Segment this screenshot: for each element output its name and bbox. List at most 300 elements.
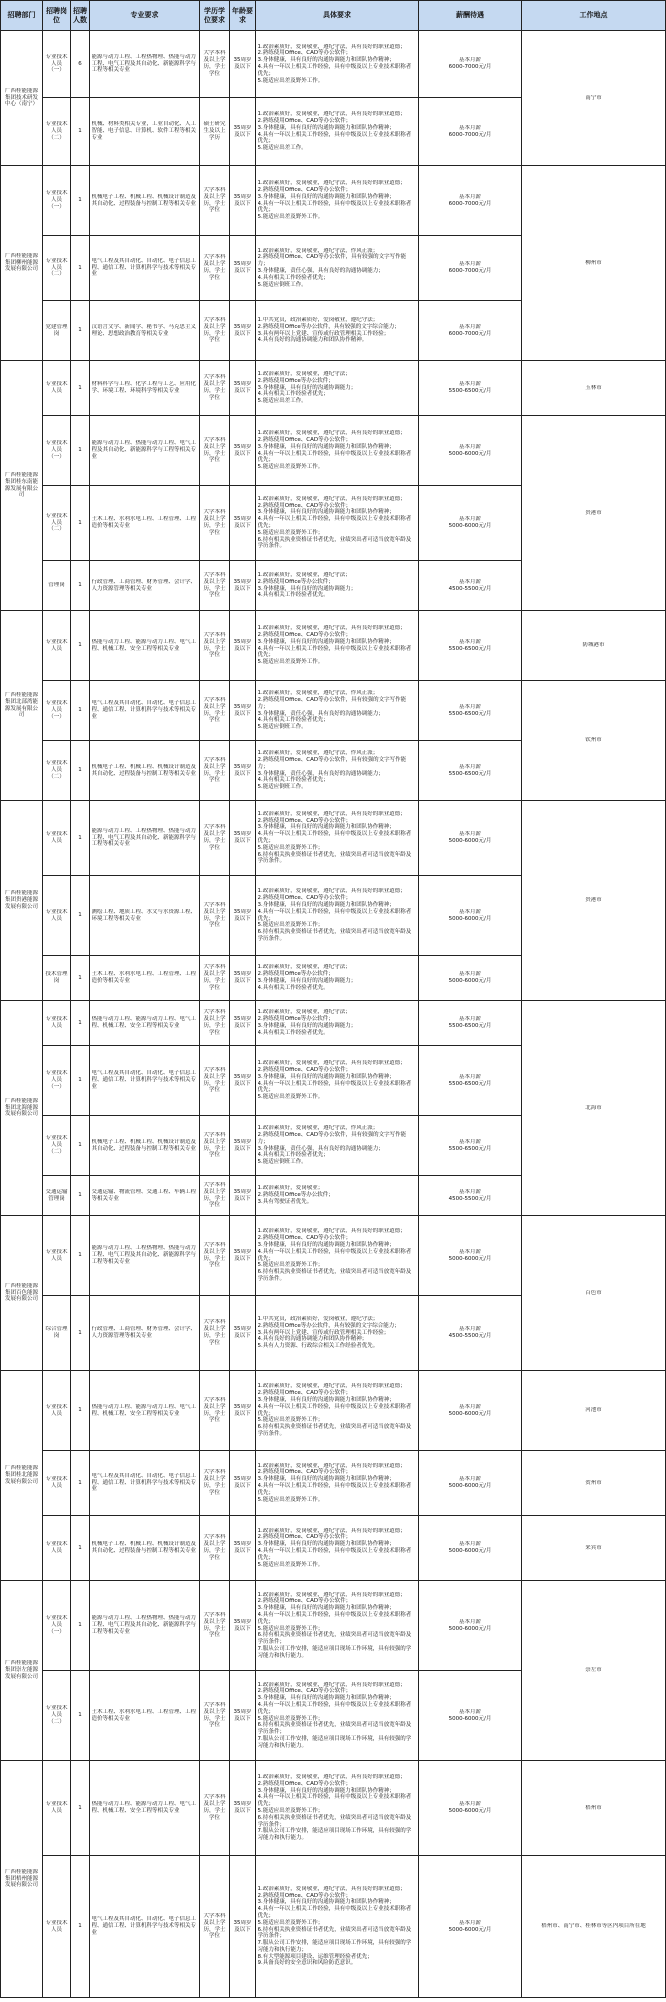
table-row <box>1 1371 666 1451</box>
work-location: 贺州市 <box>585 1479 602 1486</box>
post-name: 综合管理岗 <box>45 1326 68 1339</box>
education-requirement-cell <box>200 31 230 98</box>
age-requirement: 35周岁及以下 <box>233 1016 252 1029</box>
major-requirement-cell <box>90 741 200 801</box>
education-requirement: 大学本科及以上学历，学士学位 <box>203 374 226 401</box>
headcount: 1 <box>78 1622 82 1629</box>
table-row <box>1 31 666 98</box>
major-requirement-cell <box>90 801 200 876</box>
education-requirement-cell <box>200 1001 230 1046</box>
major-requirement: 行政管理、工商管理、财务管理、会计学、人力资源管理等相关专业 <box>91 1326 197 1339</box>
education-requirement-cell <box>200 1761 230 1856</box>
salary-cell <box>419 561 522 611</box>
major-requirement-cell <box>90 1761 200 1856</box>
age-requirement: 35周岁及以下 <box>233 1618 252 1632</box>
salary: 基本月薪 5000-6000元/月 <box>448 971 492 984</box>
age-requirement: 35周岁及以下 <box>233 193 252 207</box>
salary-cell <box>419 31 522 98</box>
post-name: 专业技术人员（一） <box>45 700 68 720</box>
age-requirement-cell <box>230 1761 256 1856</box>
education-requirement: 大学本科及以上学历，学士学位 <box>203 901 226 929</box>
age-requirement-cell <box>230 1516 256 1581</box>
detailed-requirement: 1.中共党员，政治素质好，爱岗敬业，遵纪守法； 2.熟练使用Office等办公软件，具有较强的文字综合能力； 3.具有两年以上党建、宣传或行政管理相关工作经验； 4.具有良好的沟通协调能力和团队协作精神。 <box>257 316 400 344</box>
work-location: 玉林市 <box>585 384 602 391</box>
education-requirement: 大学本科及以上学历，学士学位 <box>203 316 226 344</box>
age-requirement-cell <box>230 876 256 956</box>
post-name-cell <box>43 1451 71 1516</box>
age-requirement-cell <box>230 361 256 416</box>
age-requirement-cell <box>230 1116 256 1176</box>
detailed-requirement: 1.政治素质好，爱岗敬业，遵纪守法，具有良好的职业道德； 2.熟练使用Office、CAD等办公软件； 3.身体健康，具有良好的沟通协调能力和团队协作精神； 4.具有一年以上相关工作经验，具有中级及以上专业技术职称者优先； 5.能适应出差及野外工作； 6.持有相关执业资格证书者优先，业绩突出者可适当放宽年龄及学历条件； 7.服从公司工作安排，能适应项目现场工作环境，具有较强的学习能力和执行能力。 <box>257 1774 412 1842</box>
post-name: 专业技术人员 <box>45 908 68 922</box>
detailed-requirement: 1.政治素质好，爱岗敬业，遵纪守法，具有良好的职业道德； 2.熟练使用Office、CAD等办公软件； 3.身体健康，具有良好的沟通协调能力和团队协作精神； 4.具有一年以上相关工作经验，具有中级及以上专业技术职称者优先； 5.能适应出差及野外工作； 6.持有相关执业资格证书者优先，业绩突出者可适当放宽年龄及学历条件。 <box>257 495 412 550</box>
major-requirement-cell <box>90 301 200 361</box>
detailed-requirement: 1.政治素质好，爱岗敬业，遵纪守法，具有良好的职业道德； 2.熟练使用Office、CAD等办公软件； 3.身体健康，具有良好的沟通协调能力和团队协作精神； 4.具有一年以上相关工作经验，具有中级及以上专业技术职称者优先； 5.能适应出差及野外工作； 6.持有相关执业资格证书者优先，业绩突出者可适当放宽年龄及学历条件。 <box>257 810 412 865</box>
age-requirement: 35周岁及以下 <box>233 1188 252 1202</box>
detailed-requirement-cell <box>256 1581 419 1671</box>
salary: 基本月薪 5500-6500元/月 <box>448 381 492 394</box>
major-requirement: 热能与动力工程、能源与动力工程、电气工程、机械工程、安全工程等相关专业 <box>91 1801 197 1814</box>
major-requirement: 能源与动力工程、工程热物理、热能与动力工程、电气工程及其自动化、新能源科学与工程等相关专业 <box>91 827 197 848</box>
salary-cell <box>419 1046 522 1116</box>
post-name-cell <box>43 741 71 801</box>
salary-cell <box>419 486 522 561</box>
headcount: 1 <box>78 1712 82 1719</box>
table-row <box>1 1516 666 1581</box>
table-row <box>1 1001 666 1046</box>
detailed-requirement-cell <box>256 1296 419 1371</box>
age-requirement: 35周岁及以下 <box>233 1326 252 1339</box>
salary: 基本月薪 5500-6500元/月 <box>448 1016 492 1029</box>
dept-name: 广西桂能能源集团柳州能源发展有限公司 <box>4 252 38 273</box>
education-requirement-cell <box>200 236 230 301</box>
age-requirement-cell <box>230 1216 256 1296</box>
education-requirement-cell <box>200 876 230 956</box>
salary-cell <box>419 681 522 741</box>
education-requirement: 大学本科及以上学历，学士学位 <box>203 186 226 214</box>
post-name: 专业技术人员（二） <box>45 1705 68 1725</box>
headcount-cell <box>71 801 90 876</box>
major-requirement: 机械电子工程、机械工程、机械设计制造及其自动化、过程装备与控制工程等相关专业 <box>91 1138 197 1152</box>
post-name: 专业技术人员 <box>45 1541 68 1554</box>
salary: 基本月薪 5000-6000元/月 <box>448 443 492 457</box>
post-name-cell <box>43 1001 71 1046</box>
header-age: 年龄要求 <box>230 1 256 31</box>
major-requirement: 电气工程及其自动化、自动化、电子信息工程、通信工程、计算机科学与技术等相关专业 <box>91 257 197 278</box>
work-location-cell <box>522 166 666 361</box>
major-requirement-cell <box>90 1296 200 1371</box>
post-name: 交通运输管理岗 <box>45 1188 68 1202</box>
salary-cell <box>419 1761 522 1856</box>
work-location-cell <box>522 1856 666 1998</box>
detailed-requirement: 1.政治素质好，爱岗敬业，遵纪守法，具有良好的职业道德； 2.熟练使用Office、CAD等办公软件； 3.身体健康，具有良好的沟通协调能力和团队协作精神； 4.具有一年以上相关工作经验，具有中级及以上专业技术职称者优先； 5.能适应出差及野外工作。 <box>257 1060 412 1101</box>
salary: 基本月薪 5500-6500元/月 <box>448 638 492 652</box>
salary-cell <box>419 1856 522 1998</box>
age-requirement-cell <box>230 801 256 876</box>
detailed-requirement: 1.政治素质好，爱岗敬业，遵纪守法，具有良好的职业道德； 2.熟练使用Office、CAD等办公软件； 3.身体健康，具有良好的沟通协调能力和团队协作精神； 4.具有一年以上相关工作经验，具有中级及以上专业技术职称者优先； 5.能适应出差及野外工作； 6.持有相关执业资格证书者优先，业绩突出者可适当放宽年龄及学历条件。 <box>257 888 412 942</box>
table-row <box>1 1856 666 1998</box>
work-location-cell <box>522 1516 666 1581</box>
age-requirement: 35周岁及以下 <box>233 443 252 457</box>
salary: 基本月薪 5000-6000元/月 <box>448 831 492 844</box>
detailed-requirement: 1.政治素质好，爱岗敬业，遵纪守法； 2.熟练使用Office等办公软件； 3.身体健康，具有良好的沟通协调能力； 4.具有相关工作经验者优先。 <box>257 1009 357 1036</box>
table-row <box>1 166 666 236</box>
post-name: 专业技术人员（二） <box>45 512 68 533</box>
education-requirement-cell <box>200 1856 230 1998</box>
post-name: 专业技术人员（二） <box>45 1135 68 1155</box>
detailed-requirement-cell <box>256 1856 419 1998</box>
salary-cell <box>419 1451 522 1516</box>
headcount-cell <box>71 31 90 98</box>
age-requirement-cell <box>230 1671 256 1761</box>
headcount-cell <box>71 1761 90 1856</box>
salary-cell <box>419 1671 522 1761</box>
headcount-cell <box>71 611 90 681</box>
headcount: 1 <box>78 1019 82 1026</box>
age-requirement-cell <box>230 166 256 236</box>
header-loc: 工作地点 <box>522 1 666 31</box>
post-name-cell <box>43 876 71 956</box>
work-location: 柳州市 <box>585 259 602 266</box>
major-requirement-cell <box>90 416 200 486</box>
work-location-cell <box>522 1581 666 1761</box>
age-requirement-cell <box>230 1856 256 1998</box>
work-location-cell <box>522 1761 666 1856</box>
salary: 基本月薪 5000-6000元/月 <box>448 1801 492 1814</box>
major-requirement-cell <box>90 236 200 301</box>
education-requirement: 大学本科及以上学历，学士学位 <box>203 254 226 281</box>
post-name: 专业技术人员（一） <box>45 1070 68 1090</box>
headcount: 1 <box>78 519 82 526</box>
headcount-cell <box>71 681 90 741</box>
major-requirement: 电气工程及其自动化、自动化、电子信息工程、通信工程、计算机科学与技术等相关专业 <box>91 1070 197 1090</box>
dept-name-cell <box>1 1216 43 1371</box>
salary: 基本月薪 5000-6000元/月 <box>448 1476 492 1489</box>
age-requirement-cell <box>230 561 256 611</box>
dept-name: 广西桂能能源集团贵港能源发展有限公司 <box>4 890 38 910</box>
salary: 基本月薪 6000-7000元/月 <box>448 124 492 138</box>
work-location: 河池市 <box>585 1407 602 1414</box>
education-requirement: 大学本科及以上学历，学士学位 <box>203 696 226 724</box>
education-requirement: 大学本科及以上学历，学士学位 <box>203 1611 226 1639</box>
age-requirement: 35周岁及以下 <box>233 1801 252 1814</box>
table-row <box>1 1451 666 1516</box>
work-location-cell <box>522 801 666 1001</box>
salary: 基本月薪 6000-7000元/月 <box>448 261 492 274</box>
major-requirement-cell <box>90 486 200 561</box>
age-requirement: 35周岁及以下 <box>233 323 252 337</box>
education-requirement-cell <box>200 681 230 741</box>
salary-cell <box>419 301 522 361</box>
headcount-cell <box>71 1116 90 1176</box>
major-requirement: 热能与动力工程、能源与动力工程、电气工程、机械工程、安全工程等相关专业 <box>91 1016 197 1029</box>
major-requirement-cell <box>90 1671 200 1761</box>
dept-name-cell <box>1 361 43 611</box>
detailed-requirement: 1.政治素质好，爱岗敬业，遵纪守法，作风正派； 2.熟练使用Office、CAD等办公软件，具有较强的文字写作能力； 3.身体健康，责任心强，具有良好的沟通协调能力； 4.具有相关工作经验者优先； 5.能适应倒班工作。 <box>257 1125 407 1166</box>
dept-name-cell <box>1 166 43 361</box>
header-post: 招聘岗位 <box>43 1 71 31</box>
post-name-cell <box>43 361 71 416</box>
major-requirement-cell <box>90 1371 200 1451</box>
headcount-cell <box>71 741 90 801</box>
post-name-cell <box>43 1176 71 1216</box>
post-name-cell <box>43 1296 71 1371</box>
age-requirement-cell <box>230 416 256 486</box>
dept-name-cell <box>1 1761 43 1998</box>
post-name-cell <box>43 561 71 611</box>
education-requirement-cell <box>200 1046 230 1116</box>
work-location: 梧州市、南宁市、桂林市等区内项目所在地 <box>541 1923 646 1930</box>
education-requirement: 大学本科及以上学历，学士学位 <box>203 824 226 851</box>
age-requirement: 35周岁及以下 <box>233 1919 252 1933</box>
headcount-cell <box>71 416 90 486</box>
salary-cell <box>419 611 522 681</box>
education-requirement: 大学本科及以上学历，学士学位 <box>203 1912 226 1940</box>
salary: 基本月薪 6000-7000元/月 <box>448 323 492 337</box>
headcount-cell <box>71 1856 90 1998</box>
major-requirement: 机械电子工程、机械工程、机械设计制造及其自动化、过程装备与控制工程等相关专业 <box>91 1541 197 1554</box>
headcount: 1 <box>78 1329 82 1336</box>
detailed-requirement-cell <box>256 1671 419 1761</box>
post-name: 专业技术人员 <box>45 638 68 652</box>
education-requirement: 大学本科及以上学历，学士学位 <box>203 1701 226 1729</box>
detailed-requirement-cell <box>256 1176 419 1216</box>
detailed-requirement: 1.政治素质好，爱岗敬业，遵纪守法； 2.熟练使用Office等办公软件； 3.身体健康，具有良好的沟通协调能力； 4.具有相关工作经验者优先。 <box>257 964 357 991</box>
major-requirement-cell <box>90 681 200 741</box>
detailed-requirement: 1.政治素质好，爱岗敬业，遵纪守法，具有良好的职业道德； 2.熟练使用Office、CAD等办公软件； 3.身体健康，具有良好的沟通协调能力和团队协作精神； 4.具有一年以上相关工作经验，具有中级及以上专业技术职称者优先； 5.能适应出差及野外工作。 <box>257 43 412 84</box>
post-name: 专业技术人员（一） <box>45 190 68 210</box>
major-requirement: 能源与动力工程、工程热物理、热能与动力工程、电气工程及其自动化、新能源科学与工程等相关专业 <box>91 1615 197 1635</box>
headcount: 1 <box>78 912 82 919</box>
age-requirement: 35周岁及以下 <box>233 381 252 394</box>
dept-name-cell <box>1 1001 43 1216</box>
major-requirement: 汉语言文学、新闻学、秘书学、马克思主义理论、思想政治教育等相关专业 <box>91 323 197 337</box>
salary: 基本月薪 5000-6000元/月 <box>448 1618 492 1632</box>
detailed-requirement-cell <box>256 416 419 486</box>
header-pay: 薪酬待遇 <box>419 1 522 31</box>
major-requirement-cell <box>90 561 200 611</box>
education-requirement: 大学本科及以上学历，学士学位 <box>203 631 226 659</box>
major-requirement: 电气工程及其自动化、自动化、电子信息工程、通信工程、计算机科学与技术等相关专业 <box>91 1916 197 1936</box>
age-requirement: 35周岁及以下 <box>233 703 252 717</box>
major-requirement: 能源与动力工程、工程热物理、热能与动力工程、电气工程及其自动化、新能源科学与工程等相关专业 <box>91 53 197 74</box>
major-requirement: 机械电子工程、机械工程、机械设计制造及其自动化、过程装备与控制工程等相关专业 <box>91 763 197 777</box>
major-requirement-cell <box>90 1856 200 1998</box>
detailed-requirement-cell <box>256 236 419 301</box>
age-requirement: 35周岁及以下 <box>233 1476 252 1489</box>
age-requirement-cell <box>230 1046 256 1116</box>
headcount: 6 <box>78 60 82 67</box>
age-requirement-cell <box>230 956 256 1001</box>
major-requirement-cell <box>90 361 200 416</box>
detailed-requirement: 1.政治素质好，爱岗敬业，遵纪守法，具有良好的职业道德； 2.熟练使用Office、CAD等办公软件； 3.身体健康，具有良好的沟通协调能力和团队协作精神； 4.具有一年以上相关工作经验，具有中级及以上专业技术职称者优先； 5.能适应出差及野外工作； 6.持有相关执业资格证书者优先，业绩突出者可适当放宽年龄及学历条件。 <box>257 1228 412 1282</box>
post-name-cell <box>43 98 71 166</box>
salary-cell <box>419 876 522 956</box>
detailed-requirement-cell <box>256 1516 419 1581</box>
education-requirement: 大学本科及以上学历，学士学位 <box>203 1534 226 1561</box>
education-requirement-cell <box>200 1581 230 1671</box>
detailed-requirement-cell <box>256 741 419 801</box>
dept-name: 广西桂能能源集团梧州能源发展有限公司 <box>4 1868 38 1889</box>
detailed-requirement-cell <box>256 1761 419 1856</box>
work-location-cell <box>522 1451 666 1516</box>
table-row <box>1 361 666 416</box>
headcount-cell <box>71 486 90 561</box>
detailed-requirement-cell <box>256 31 419 98</box>
detailed-requirement-cell <box>256 1371 419 1451</box>
post-name: 专业技术人员 <box>45 1919 68 1933</box>
age-requirement: 35周岁及以下 <box>233 763 252 777</box>
detailed-requirement-cell <box>256 876 419 956</box>
age-requirement-cell <box>230 741 256 801</box>
post-name: 专业技术人员（二） <box>45 760 68 780</box>
work-location-cell <box>522 1216 666 1371</box>
major-requirement-cell <box>90 611 200 681</box>
post-name: 技术管理岗 <box>45 971 68 984</box>
salary: 基本月薪 5000-6000元/月 <box>448 1708 492 1722</box>
work-location-cell <box>522 361 666 416</box>
headcount: 1 <box>78 1142 82 1149</box>
work-location-cell <box>522 1371 666 1451</box>
post-name: 专业技术人员（一） <box>45 440 68 460</box>
post-name-cell <box>43 31 71 98</box>
post-name: 专业技术人员 <box>45 1476 68 1489</box>
headcount: 1 <box>78 327 82 334</box>
age-requirement-cell <box>230 1296 256 1371</box>
salary: 基本月薪 5500-6500元/月 <box>448 1138 492 1152</box>
dept-name: 广西桂能能源集团桂北能源发展有限公司 <box>4 1465 38 1485</box>
major-requirement: 土木工程、水利水电工程、工程管理、工程造价等相关专业 <box>91 516 197 529</box>
table-row <box>1 416 666 486</box>
education-requirement: 大学本科及以上学历，学士学位 <box>203 1131 226 1159</box>
salary-cell <box>419 956 522 1001</box>
education-requirement: 大学本科及以上学历，学士学位 <box>203 1396 226 1424</box>
post-name-cell <box>43 681 71 741</box>
education-requirement: 大学本科及以上学历，学士学位 <box>203 1066 226 1094</box>
table-row <box>1 1581 666 1671</box>
post-name-cell <box>43 301 71 361</box>
education-requirement-cell <box>200 166 230 236</box>
post-name-cell <box>43 236 71 301</box>
age-requirement-cell <box>230 98 256 166</box>
age-requirement: 35周岁及以下 <box>233 1138 252 1152</box>
education-requirement: 大学本科及以上学历，学士学位 <box>203 1794 226 1821</box>
education-requirement-cell <box>200 301 230 361</box>
dept-name: 广西桂能能源集团北部湾能源发展有限公司 <box>4 691 38 719</box>
education-requirement-cell <box>200 361 230 416</box>
post-name: 管理岗 <box>48 582 65 589</box>
salary: 基本月薪 6000-7000元/月 <box>448 193 492 207</box>
post-name-cell <box>43 1671 71 1761</box>
dept-name: 广西桂能能源集团北海能源发展有限公司 <box>4 1097 38 1118</box>
dept-name: 广西桂能能源集团桂东南能源发展有限公司 <box>4 471 38 499</box>
post-name: 专业技术人员 <box>45 1403 68 1417</box>
education-requirement-cell <box>200 1671 230 1761</box>
headcount-cell <box>71 956 90 1001</box>
major-requirement-cell <box>90 876 200 956</box>
dept-name: 广西桂能能源集团百色能源发展有限公司 <box>4 1282 38 1303</box>
salary: 基本月薪 4500-5500元/月 <box>448 578 492 592</box>
age-requirement: 35周岁及以下 <box>233 971 252 984</box>
headcount-cell <box>71 1371 90 1451</box>
education-requirement-cell <box>200 1296 230 1371</box>
education-requirement: 大学本科及以上学历，学士学位 <box>203 509 226 536</box>
dept-name-cell <box>1 801 43 1001</box>
header-count: 招聘人数 <box>71 1 90 31</box>
age-requirement: 35周岁及以下 <box>233 831 252 844</box>
headcount-cell <box>71 1581 90 1671</box>
headcount-cell <box>71 236 90 301</box>
headcount-cell <box>71 1001 90 1046</box>
work-location: 百色市 <box>585 1289 602 1296</box>
detailed-requirement-cell <box>256 956 419 1001</box>
headcount-cell <box>71 561 90 611</box>
dept-name-cell <box>1 1371 43 1581</box>
age-requirement-cell <box>230 301 256 361</box>
headcount-cell <box>71 1176 90 1216</box>
age-requirement: 35周岁及以下 <box>233 57 252 70</box>
major-requirement: 土木工程、水利水电工程、工程管理、工程造价等相关专业 <box>91 971 197 984</box>
detailed-requirement: 1.政治素质好，爱岗敬业，遵纪守法，具有良好的职业道德； 2.熟练使用Office、CAD等办公软件； 3.身体健康，具有良好的沟通协调能力和团队协作精神； 4.具有一年以上相关工作经验，具有中级及以上专业技术职称者优先； 5.能适应出差及野外工作。 <box>257 430 412 471</box>
education-requirement-cell <box>200 1371 230 1451</box>
detailed-requirement-cell <box>256 1116 419 1176</box>
headcount: 1 <box>78 767 82 774</box>
headcount-cell <box>71 1516 90 1581</box>
salary-cell <box>419 1116 522 1176</box>
major-requirement: 电气工程及其自动化、自动化、电子信息工程、通信工程、计算机科学与技术等相关专业 <box>91 1472 197 1493</box>
age-requirement: 35周岁及以下 <box>233 124 252 138</box>
detailed-requirement: 1.政治素质好，爱岗敬业，遵纪守法，具有良好的职业道德； 2.熟练使用Office、CAD等办公软件； 3.身体健康，具有良好的沟通协调能力和团队协作精神； 4.具有一年以上相关工作经验，具有中级及以上专业技术职称者优先； 5.能适应出差工作。 <box>257 111 412 152</box>
post-name: 专业技术人员 <box>45 831 68 844</box>
post-name-cell <box>43 416 71 486</box>
work-location-cell <box>522 31 666 166</box>
education-requirement: 大学本科及以上学历，学士学位 <box>203 1181 226 1209</box>
education-requirement-cell <box>200 611 230 681</box>
post-name-cell <box>43 166 71 236</box>
salary: 基本月薪 5000-6000元/月 <box>448 1919 492 1933</box>
table-row <box>1 611 666 681</box>
age-requirement: 35周岁及以下 <box>233 1708 252 1722</box>
work-location: 崇左市 <box>585 1667 602 1674</box>
detailed-requirement-cell <box>256 301 419 361</box>
table-row <box>1 681 666 741</box>
work-location-cell <box>522 611 666 681</box>
major-requirement-cell <box>90 1176 200 1216</box>
dept-name: 广西桂能能源集团崇左能源发展有限公司 <box>4 1660 38 1680</box>
detailed-requirement-cell <box>256 98 419 166</box>
headcount: 1 <box>78 1479 82 1486</box>
salary-cell <box>419 741 522 801</box>
major-requirement-cell <box>90 166 200 236</box>
headcount: 1 <box>78 1077 82 1084</box>
headcount: 1 <box>78 1252 82 1259</box>
major-requirement-cell <box>90 1001 200 1046</box>
age-requirement: 35周岁及以下 <box>233 1248 252 1262</box>
education-requirement-cell <box>200 1451 230 1516</box>
salary: 基本月薪 6000-7000元/月 <box>448 57 492 70</box>
major-requirement: 行政管理、工商管理、财务管理、会计学、人力资源管理等相关专业 <box>91 578 197 592</box>
post-name-cell <box>43 1216 71 1296</box>
education-requirement: 大学本科及以上学历，学士学位 <box>203 1319 226 1346</box>
post-name-cell <box>43 1371 71 1451</box>
education-requirement: 大学本科及以上学历，学士学位 <box>203 50 226 77</box>
detailed-requirement: 1.政治素质好，爱岗敬业，遵纪守法，具有良好的职业道德； 2.熟练使用Office、CAD等办公软件； 3.身体健康，具有良好的沟通协调能力和团队协作精神； 4.具有一年以上相关工作经验，具有中级及以上专业技术职称者优先； 5.能适应出差及野外工作。 <box>257 625 412 666</box>
major-requirement: 机械、材料类相关专业，工业自动化、人工智能、电子信息、计算机、软件工程等相关专业 <box>91 121 197 141</box>
major-requirement-cell <box>90 1516 200 1581</box>
detailed-requirement-cell <box>256 681 419 741</box>
headcount-cell <box>71 1671 90 1761</box>
age-requirement-cell <box>230 486 256 561</box>
